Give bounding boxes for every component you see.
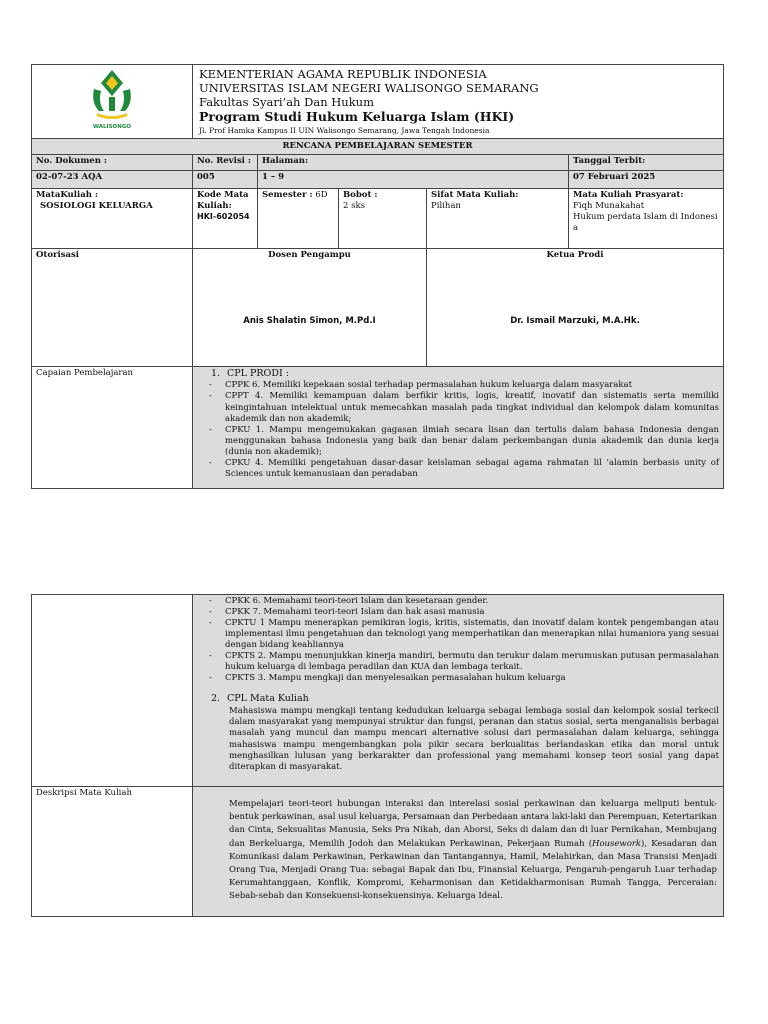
rps-header-table xyxy=(31,64,724,489)
bobot-cell xyxy=(339,189,427,249)
list-item: - CPKK 7. Memahami teori-teori Islam dan hak asasi manusia xyxy=(207,607,719,618)
bobot-label: Bobot : xyxy=(343,190,378,201)
deskripsi-content xyxy=(193,787,724,917)
kaprodi-label: Ketua Prodi xyxy=(546,250,604,261)
matakuliah-cell xyxy=(32,189,193,249)
tanggal-value: 07 Februari 2025 xyxy=(569,171,724,189)
dosen-name: Anis Shalatin Simon, M.Pd.I xyxy=(243,316,376,327)
document-title: RENCANA PEMBELAJARAN SEMESTER xyxy=(32,139,724,155)
sifat-value: Pilihan xyxy=(431,201,461,212)
list-item: - CPKU 4. Memiliki pengetahuan dasar-dasar keislaman sebagai agama rahmatan lil 'alamin berbasis unity of Sciences untuk kemanusiaan dan peradaban xyxy=(207,458,719,480)
capaian-label: Capaian Pembelajaran xyxy=(32,367,193,489)
capaian-content-continued xyxy=(193,595,724,787)
no-revisi-value: 005 xyxy=(193,171,258,189)
uin-walisongo-logo xyxy=(89,69,135,131)
no-dokumen-value: 02-07-23 AQA xyxy=(32,171,193,189)
ministry-name: KEMENTERIAN AGAMA REPUBLIK INDONESIA xyxy=(199,67,487,81)
cpl-mk-text: Mahasiswa mampu mengkaji tentang kedudukan keluarga sebagai lembaga sosial dan kelompok sosial terkecil dalam masyarakat yang mempunyai struktur dan fungsi, peranan dan status sosial, serta menganalisis berbagai masalah yang muncul dan mampu mencari alternative solusi dari permasalahan dalam keluarga, sehingga mahasiswa mampu mengembangkan pola pikir secara berkualitas berlandaskan etika dan moral untuk menghasilkan lulusan yang berkarakter dan professional yang memahami konsep teori sosial yang dapat diterapkan di masyarakat. xyxy=(229,705,719,773)
deskripsi-text: Mempelajari teori-teori hubungan interaksi dan interelasi sosial perkawinan dan keluarga meliputi bentuk-bentuk perkawinan, asal usul keluarga, Persamaan dan Perbedaan antara laki-laki dan Perempuan, Ketertarikan dan Cinta, Seksualitas Manusia, Seks Pra Nikah, dan Aborsi, Seks di dalam dan di luar Pernikahan, Membujang dan Berkeluarga, Memilih Jodoh dan Melakukan Perkawinan, Pekerjaan Rumah (Housework), Kesadaran dan Komunikasi dalam Perkawinan, Perkawinan dan Tantangannya, Hamil, Melahirkan, dan Masa Transisi Menjadi Orang Tua, Menjadi Orang Tua: sebagai Bapak dan Ibu, Finansial Keluarga, Pengaruh-pengaruh Luar terhadap Kerumahtanggaan, Konflik, Kompromi, Keharmonisan dan Ketidakharmonisan Rumah Tangga, Perceraian: Sebab-sebab dan Konsekuensi-konsekuensinya. Keluarga Ideal. xyxy=(229,799,718,902)
list-item: - CPPT 4. Memiliki kemampuan dalam berfikir kritis, logis, kreatif, inovatif dan sistematis serta memiliki keingintahuan intelektual untuk memecahkan masalah pada tingkat individual dan kelompok dalam komunitas akademik dan non akademik; xyxy=(207,391,719,424)
no-dokumen-label: No. Dokumen : xyxy=(32,155,193,171)
kode-label: Kode Mata Kuliah: xyxy=(197,190,249,212)
kode-cell xyxy=(193,189,258,249)
program-name: Program Studi Hukum Keluarga Islam (HKI) xyxy=(199,109,515,125)
cpl-prodi-heading: 1. CPL PRODI : xyxy=(211,368,289,380)
list-item: - CPKTS 2. Mampu menunjukkan kinerja mandiri, bermutu dan terukur dalam merumuskan putusan permasalahan hukum keluarga di lembaga peradilan dan KUA dan lembaga terkait. xyxy=(207,651,719,673)
list-item: - CPKU 1. Mampu mengemukakan gagasan ilmiah secara lisan dan tertulis dalam bahasa Indonesia dengan menggunakan bahasa Indonesia yang baik dan benar dalam perkembangan dunia akademik dan dunia kerja (dunia non akademik); xyxy=(207,425,719,458)
svg-text:WALISONGO: WALISONGO xyxy=(92,123,132,130)
prasyarat-item: Fiqh Munakahat xyxy=(573,201,645,212)
capaian-content xyxy=(193,367,724,489)
semester-cell xyxy=(258,189,339,249)
list-item: - CPKK 6. Memahami teori-teori Islam dan kesetaraan gender. xyxy=(207,596,719,607)
kode-value: HKI-602054 xyxy=(197,212,250,222)
cpl-prodi-list-continued xyxy=(207,596,719,684)
address: Jl. Prof Hamka Kampus II UIN Walisongo Semarang, Jawa Tengah Indonesia xyxy=(199,126,490,136)
tanggal-label: Tanggal Terbit: xyxy=(569,155,724,171)
dosen-label: Dosen Pengampu xyxy=(268,250,351,261)
prasyarat-cell xyxy=(569,189,724,249)
semester-value: 6D xyxy=(315,190,328,201)
semester-label: Semester : xyxy=(262,190,313,201)
list-item: - CPKTU 1 Mampu menerapkan pemikiran logis, kritis, sistematis, dan inovatif dalam kontek pengembangan atau implementasi ilmu pengetahuan dan teknologi yang memperhatikan dan menerapkan nilai humaniora yang sesuai dengan bidang keahliannya xyxy=(207,618,719,651)
kaprodi-name: Dr. Ismail Marzuki, M.A.Hk. xyxy=(510,316,640,327)
cpl-mk-heading: 2. CPL Mata Kuliah xyxy=(211,693,309,705)
sifat-cell xyxy=(427,189,569,249)
capaian-label-continued xyxy=(32,595,193,787)
deskripsi-label: Deskripsi Mata Kuliah xyxy=(32,787,193,917)
faculty-name: Fakultas Syari’ah Dan Hukum xyxy=(199,95,374,110)
matakuliah-label: MataKuliah : xyxy=(36,190,98,201)
no-revisi-label: No. Revisi : xyxy=(193,155,258,171)
prasyarat-label: Mata Kuliah Prasyarat: xyxy=(573,190,684,201)
logo-cell xyxy=(32,65,193,139)
halaman-label: Halaman: xyxy=(258,155,569,171)
halaman-value: 1 – 9 xyxy=(258,171,569,189)
university-name: UNIVERSITAS ISLAM NEGERI WALISONGO SEMARANG xyxy=(199,81,539,96)
prasyarat-item: Hukum perdata Islam di Indonesi a xyxy=(573,212,718,234)
institution-cell xyxy=(193,65,724,139)
dosen-cell xyxy=(193,249,427,367)
cpl-prodi-list xyxy=(207,380,719,479)
list-item: - CPKTS 3. Mampu mengkaji dan menyelesaikan permasalahan hukum keluarga xyxy=(207,673,719,684)
matakuliah-name: SOSIOLOGI KELUARGA xyxy=(40,201,153,212)
list-item: - CPPK 6. Memiliki kepekaan sosial terhadap permasalahan hukum keluarga dalam masyarakat xyxy=(207,380,719,391)
kaprodi-cell xyxy=(427,249,724,367)
bobot-value: 2 sks xyxy=(343,201,365,212)
otorisasi-label: Otorisasi xyxy=(32,249,193,367)
rps-continuation-table xyxy=(31,594,724,917)
sifat-label: Sifat Mata Kuliah: xyxy=(431,190,519,201)
